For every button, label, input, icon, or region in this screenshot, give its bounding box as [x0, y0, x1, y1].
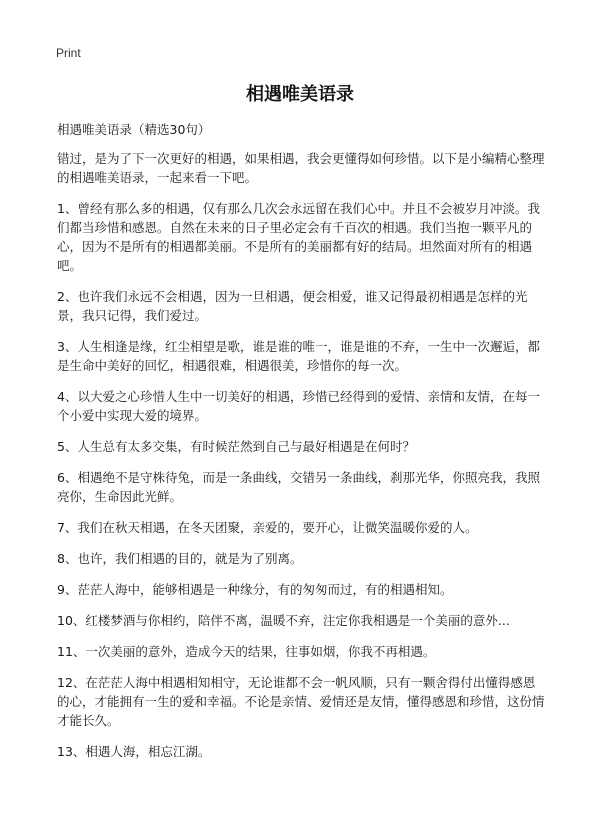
quote-paragraph: 4、以大爱之心珍惜人生中一切美好的相遇，珍惜已经得到的爱情、亲情和友情，在每一个小爱中实现大爱的境界。 — [57, 389, 540, 423]
quote-paragraph: 5、人生总有太多交集，有时候茫然到自己与最好相遇是在何时？ — [57, 439, 415, 454]
quote-paragraph: 7、我们在秋天相遇，在冬天团聚，亲爱的，要开心，让微笑温暖你爱的人。 — [57, 520, 478, 535]
quote-paragraph: 6、相遇绝不是守株待兔，而是一条曲线，交错另一条曲线，刹那光华，你照亮我，我照亮你，生命因此光鲜。 — [57, 470, 540, 504]
quote-paragraph: 10、红楼梦酒与你相约，陪伴不离，温暖不弃，注定你我相遇是一个美丽的意外... — [57, 613, 510, 628]
quote-paragraph: 11、一次美丽的意外，造成今天的结果，往事如烟，你我不再相遇。 — [57, 644, 436, 659]
quote-paragraph: 2、也许我们永远不会相遇，因为一旦相遇，便会相爱，谁又记得最初相遇是怎样的光景，我只记得，我们爱过。 — [57, 289, 528, 323]
article-body — [57, 121, 547, 773]
quote-paragraph: 13、相遇人海，相忘江湖。 — [57, 744, 211, 759]
page-title: 相遇唯美语录 — [246, 84, 354, 105]
quote-paragraph: 8、也许，我们相遇的目的，就是为了别离。 — [57, 551, 303, 566]
print-link[interactable]: Print — [56, 46, 81, 60]
quote-paragraph: 12、在茫茫人海中相遇相知相守，无论谁都不会一帆风顺，只有一颗舍得付出懂得感恩的心，才能拥有一生的爱和幸福。不论是亲情、爱情还是友情，懂得感恩和珍惜，这份情才能长久。 — [57, 675, 545, 728]
quote-paragraph: 3、人生相逢是缘，红尘相望是歌，谁是谁的唯一，谁是谁的不弃，一生中一次邂逅，都是生命中美好的回忆，相遇很难，相遇很美，珍惜你的每一次。 — [57, 339, 540, 373]
article-subtitle: 相遇唯美语录（精选30句） — [57, 122, 211, 137]
intro-paragraph: 错过，是为了下一次更好的相遇，如果相遇，我会更懂得如何珍惜。以下是小编精心整理的相遇唯美语录，一起来看一下吧。 — [57, 151, 545, 185]
quote-paragraph: 9、茫茫人海中，能够相遇是一种缘分，有的匆匆而过，有的相遇相知。 — [57, 582, 453, 597]
quote-paragraph: 1、曾经有那么多的相遇，仅有那么几次会永远留在我们心中。并且不会被岁月冲淡。我们都当珍惜和感恩。自然在未来的日子里必定会有千百次的相遇。我们当抱一颗平凡的心，因为不是所有的相遇都美丽。不是所有的美丽都有好的结局。坦然面对所有的相遇吧。 — [57, 201, 540, 273]
